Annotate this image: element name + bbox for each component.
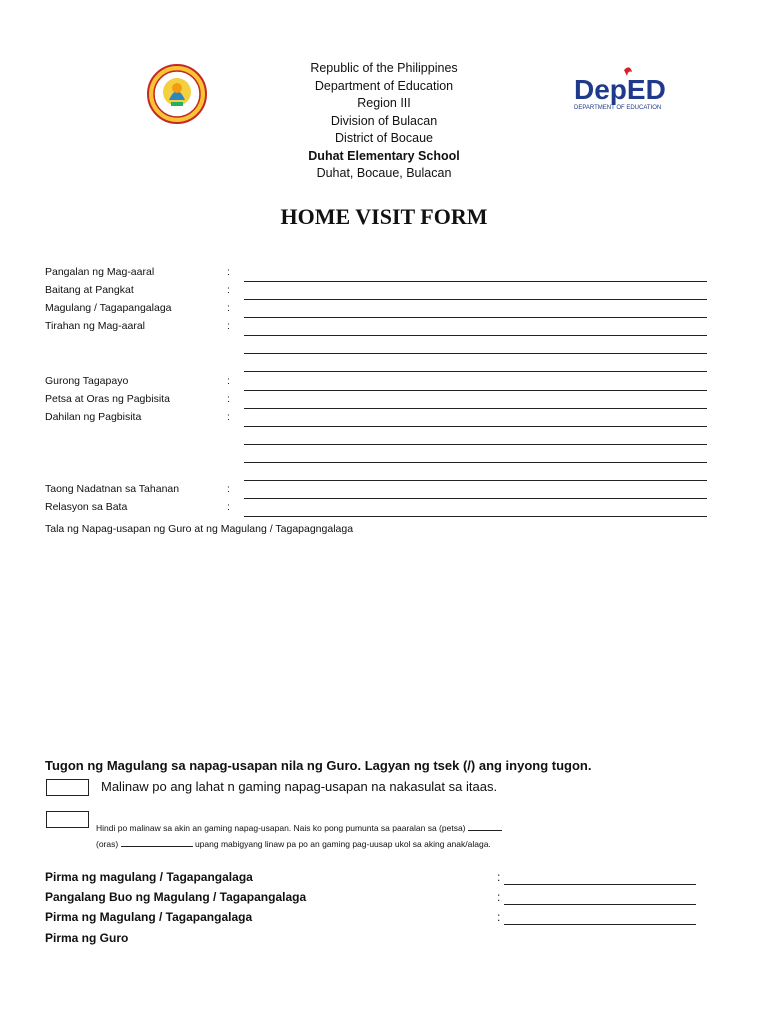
signature-label-parent-fullname: Pangalang Buo ng Magulang / Tagapangalaga — [45, 890, 307, 904]
signature-colon: : — [497, 870, 501, 884]
response-checkbox-clear[interactable] — [46, 779, 89, 796]
header-line-district: District of Bocaue — [335, 131, 433, 145]
signature-line-parent-2[interactable] — [504, 924, 696, 925]
response-option-unclear — [96, 822, 502, 833]
field-row-adviser — [45, 373, 707, 391]
response-option-unclear-cont — [96, 838, 491, 849]
field-colon: : — [227, 393, 230, 405]
field-colon: : — [227, 284, 230, 296]
time-label: (oras) — [96, 839, 119, 849]
signature-label-parent: Pirma ng magulang / Tagapangalaga — [45, 870, 253, 884]
field-row-student-name — [45, 264, 707, 282]
response-option-unclear-text: Hindi po malinaw sa akin an gaming napag-usapan. Nais ko pong pumunta sa paaralan sa (petsa) — [96, 823, 466, 833]
response-checkbox-unclear[interactable] — [46, 811, 89, 828]
field-colon: : — [227, 411, 230, 423]
field-row-person-present — [45, 481, 707, 499]
letterhead — [184, 60, 584, 183]
field-colon: : — [227, 375, 230, 387]
field-label: Baitang at Pangkat — [45, 284, 134, 296]
response-option-unclear-rest: upang mabigyang linaw pa po an gaming pag-uusap ukol sa aking anak/alaga. — [194, 839, 491, 849]
response-option-clear: Malinaw po ang lahat n gaming napag-usapan na nakasulat sa itaas. — [101, 779, 498, 794]
field-label: Gurong Tagapayo — [45, 375, 129, 387]
field-colon: : — [227, 483, 230, 495]
address-line[interactable] — [244, 335, 707, 336]
field-label: Tirahan ng Mag-aaral — [45, 320, 145, 332]
field-label: Relasyon sa Bata — [45, 501, 128, 513]
date-blank[interactable] — [468, 822, 502, 831]
signature-line-parent-fullname[interactable] — [504, 904, 696, 905]
visit-reason-extra-line[interactable] — [244, 444, 707, 445]
address-extra-line[interactable] — [244, 353, 707, 354]
deped-logo — [572, 66, 684, 112]
field-label: Taong Nadatnan sa Tahanan — [45, 483, 180, 495]
field-row-grade-section — [45, 282, 707, 300]
field-colon: : — [227, 501, 230, 513]
address-extra-line[interactable] — [244, 371, 707, 372]
field-row-relationship — [45, 499, 707, 517]
field-row-visit-reason — [45, 409, 707, 427]
field-colon: : — [227, 266, 230, 278]
deped-logo-subtitle: DEPARTMENT OF EDUCATION — [574, 105, 662, 111]
header-line-republic: Republic of the Philippines — [310, 61, 458, 75]
signature-label-parent-2: Pirma ng Magulang / Tagapangalaga — [45, 910, 253, 924]
relationship-line[interactable] — [244, 516, 707, 517]
field-row-address — [45, 318, 707, 336]
visit-reason-line[interactable] — [244, 426, 707, 427]
school-name: Duhat Elementary School — [308, 148, 460, 163]
field-label: Pangalan ng Mag-aaral — [45, 266, 155, 278]
time-blank[interactable] — [121, 838, 193, 847]
form-title: HOME VISIT FORM — [280, 204, 488, 229]
header-line-department: Department of Education — [314, 78, 454, 93]
notes-label: Tala ng Napag-usapan ng Guro at ng Magulang / Tagapagngalaga — [45, 523, 354, 535]
field-row-parent-guardian — [45, 300, 707, 318]
field-label: Dahilan ng Pagbisita — [45, 411, 142, 423]
signature-colon: : — [497, 890, 501, 904]
signature-line-parent[interactable] — [504, 884, 696, 885]
field-row-visit-datetime — [45, 391, 707, 409]
visit-reason-extra-line[interactable] — [244, 462, 707, 463]
signature-label-teacher: Pirma ng Guro — [45, 931, 129, 945]
field-colon: : — [227, 320, 230, 332]
field-colon: : — [227, 302, 230, 314]
school-address: Duhat, Bocaue, Bulacan — [316, 166, 452, 180]
field-label: Magulang / Tagapangalaga — [45, 302, 172, 314]
field-label: Petsa at Oras ng Pagbisita — [45, 393, 170, 405]
response-heading: Tugon ng Magulang sa napag-usapan nila ng Guro. Lagyan ng tsek (/) ang inyong tugon. — [45, 758, 592, 773]
signature-colon: : — [497, 910, 501, 924]
header-line-division: Division of Bulacan — [330, 113, 438, 128]
deped-logo-text: DepED — [574, 74, 666, 105]
header-line-region: Region III — [357, 96, 411, 110]
